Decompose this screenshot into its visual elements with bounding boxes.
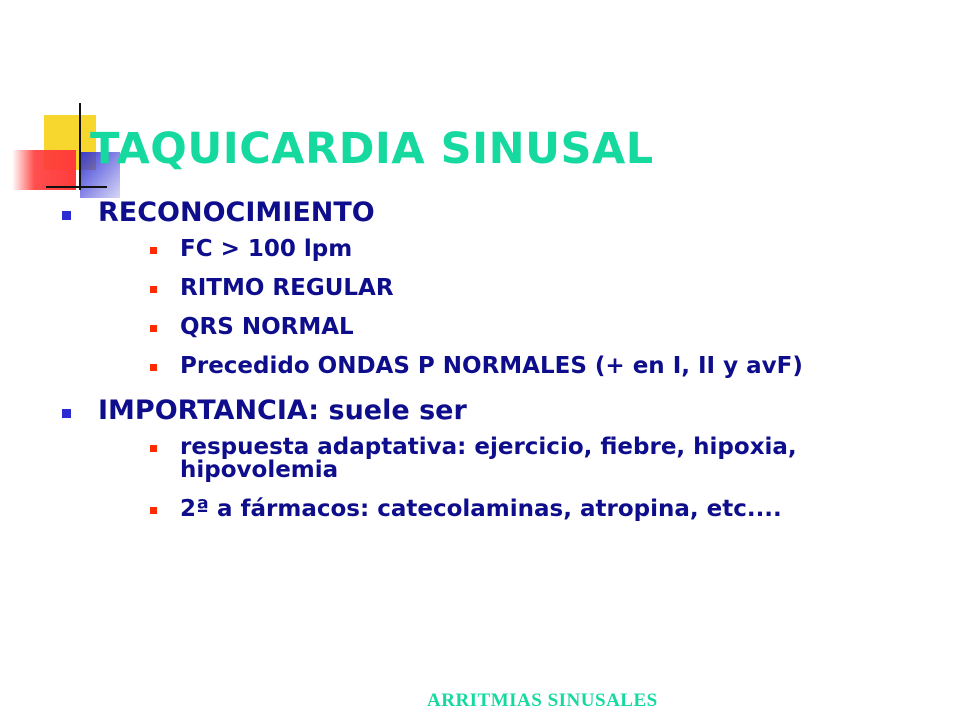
list-item — [98, 277, 920, 300]
item-text: Precedido ONDAS P NORMALES (+ en I, II y avF) — [180, 353, 803, 379]
item-text: respuesta adaptativa: ejercicio, fiebre, hipoxia, hipovolemia — [180, 434, 797, 483]
sub-list — [98, 436, 920, 521]
square-bullet-icon — [150, 247, 157, 254]
list-item — [98, 498, 920, 521]
item-text: QRS NORMAL — [180, 314, 354, 340]
sub-list — [98, 238, 920, 378]
square-bullet-icon — [150, 445, 157, 452]
bullet-list — [60, 196, 920, 537]
list-item — [98, 238, 920, 261]
section-reconocimiento — [60, 196, 920, 378]
red-square — [12, 150, 76, 190]
list-item — [98, 436, 920, 482]
list-item — [98, 355, 920, 378]
square-bullet-icon — [150, 325, 157, 332]
item-text: RITMO REGULAR — [180, 275, 394, 301]
section-heading: IMPORTANCIA: suele ser — [98, 395, 467, 426]
section-heading: RECONOCIMIENTO — [98, 197, 375, 228]
square-bullet-icon — [150, 286, 157, 293]
item-text: 2ª a fármacos: catecolaminas, atropina, etc.... — [180, 496, 782, 522]
footer-label: ARRITMIAS SINUSALES — [427, 690, 658, 711]
square-bullet-icon — [62, 211, 71, 220]
item-text: FC > 100 lpm — [180, 236, 353, 262]
square-bullet-icon — [150, 364, 157, 371]
section-importancia — [60, 394, 920, 521]
square-bullet-icon — [62, 409, 71, 418]
slide-title: TAQUICARDIA SINUSAL — [90, 124, 654, 174]
list-item — [98, 316, 920, 339]
square-bullet-icon — [150, 507, 157, 514]
